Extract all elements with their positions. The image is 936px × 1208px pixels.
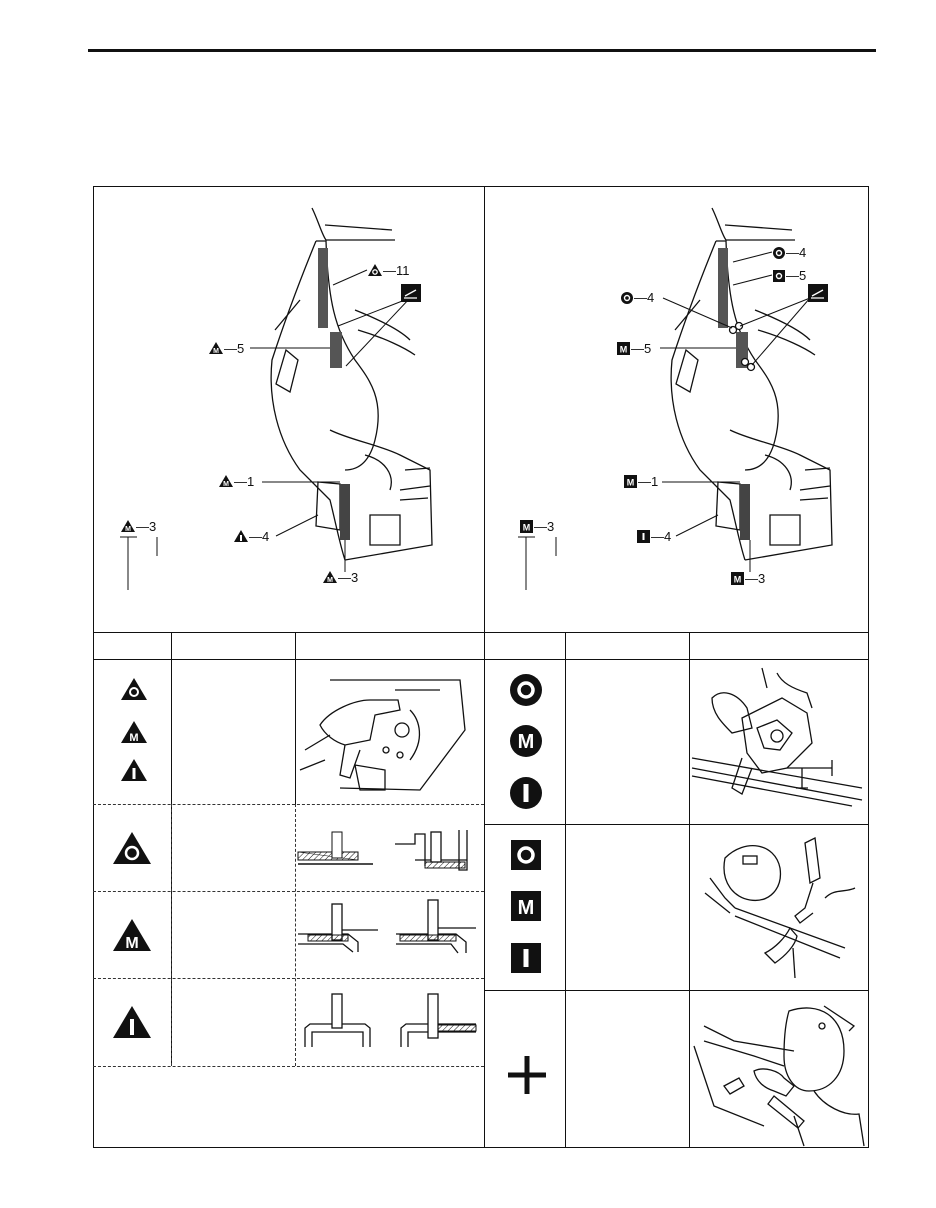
drill-section-i-a: [300, 992, 380, 1047]
plug-o-square-icon: [511, 840, 541, 870]
plug-i-square-icon: [637, 530, 650, 543]
left-callout-3-number: 3: [351, 570, 359, 585]
drill-section-m-b: [396, 898, 476, 953]
spot-o-circle-icon: [773, 247, 785, 259]
plug-m-square-icon: [617, 342, 630, 355]
left-callout-3: —3: [338, 570, 359, 585]
right-legend-callout: —3: [534, 519, 555, 534]
plug-welder-illustration: [705, 838, 855, 978]
plug-i-square-icon: [511, 943, 541, 973]
drill-section-o-b: [395, 826, 475, 871]
right-callout-5-top-number: 5: [799, 268, 807, 283]
drill-i-triangle-icon: [121, 759, 147, 781]
arc-weld-plus-icon: [508, 1056, 546, 1094]
left-callout-11: —11: [383, 263, 410, 278]
spot-o-circle-icon: [510, 674, 542, 706]
spot-weld-cutter-illustration: [692, 668, 862, 818]
right-legend-callout-number: 3: [547, 519, 555, 534]
svg-text:M: M: [517, 897, 535, 919]
svg-text:M: M: [129, 732, 139, 744]
spot-i-circle-icon: [510, 777, 542, 809]
drill-i-triangle-large-icon: [113, 1006, 151, 1038]
right-callout-4-low: —4: [651, 529, 672, 544]
svg-text:M: M: [517, 731, 535, 753]
left-callout-4: —4: [249, 529, 270, 544]
drill-section-o-a: [298, 830, 373, 870]
svg-text:M: M: [619, 344, 628, 355]
right-callout-4-low-number: 4: [664, 529, 672, 544]
arc-welding-illustration: [694, 996, 864, 1146]
drill-section-i-b: [396, 992, 476, 1047]
plug-m-square-icon: [511, 891, 541, 921]
svg-text:M: M: [125, 935, 139, 952]
svg-text:M: M: [125, 526, 131, 533]
svg-text:M: M: [626, 477, 635, 488]
drill-section-m-a: [298, 902, 378, 952]
right-callout-1: —1: [638, 474, 659, 489]
svg-text:M: M: [213, 348, 219, 355]
left-legend-callout: —3: [136, 519, 157, 534]
right-callout-4-mid: —4: [634, 290, 655, 305]
right-callout-5-mid-number: 5: [644, 341, 652, 356]
drilling-hand-illustration: [300, 670, 470, 800]
spot-m-circle-icon: [510, 725, 542, 757]
plug-m-square-icon: [731, 572, 744, 585]
plug-m-square-icon: [520, 520, 533, 533]
right-callout-5-mid: —5: [631, 341, 652, 356]
plug-o-square-icon: [773, 270, 785, 282]
right-callout-3: —3: [745, 571, 766, 586]
right-callout-4-top-number: 4: [799, 245, 807, 260]
left-callout-11-number: 11: [396, 263, 410, 278]
right-callout-4-mid-number: 4: [647, 290, 655, 305]
svg-text:M: M: [327, 577, 333, 584]
drill-m-triangle-large-icon: [113, 919, 151, 951]
left-callout-1: —1: [234, 474, 255, 489]
left-callout-1-number: 1: [247, 474, 255, 489]
left-callout-4-number: 4: [262, 529, 270, 544]
drill-o-triangle-icon: [121, 678, 147, 700]
drill-o-triangle-large-icon: [113, 832, 151, 864]
left-callout-5-number: 5: [237, 341, 245, 356]
right-callout-1-number: 1: [651, 474, 659, 489]
left-legend-callout-number: 3: [149, 519, 157, 534]
plug-m-square-icon: [624, 475, 637, 488]
svg-text:M: M: [223, 481, 229, 488]
drill-m-triangle-icon: [121, 721, 147, 743]
svg-text:M: M: [522, 522, 531, 533]
left-callout-5: —5: [224, 341, 245, 356]
svg-text:M: M: [733, 574, 742, 585]
right-callout-3-number: 3: [758, 571, 766, 586]
right-callout-4-top: —4: [786, 245, 807, 260]
right-callout-5-top: —5: [786, 268, 807, 283]
spot-o-circle-icon: [621, 292, 633, 304]
